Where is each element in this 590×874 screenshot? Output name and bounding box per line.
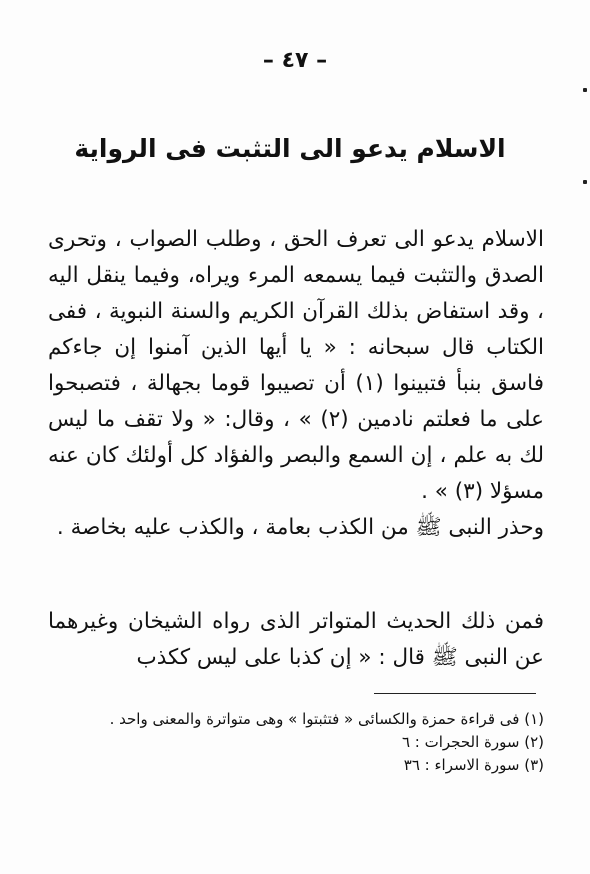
page-number: – ٤٧ –: [262, 48, 328, 73]
footnote-2: (٢) سورة الحجرات : ٦: [401, 733, 544, 751]
footnote-3: (٣) سورة الاسراء : ٣٦: [403, 756, 544, 774]
body-paragraph-3: فمن ذلك الحديث المتواتر الذى رواه الشيخان وغيرهما عن النبى ﷺ قال : « إن كذبا على ليس ككذب: [48, 609, 544, 670]
scan-speck: [583, 88, 587, 92]
section-title: الاسلام يدعو الى التثبت فى الرواية: [74, 134, 506, 163]
footnotes: [48, 708, 544, 777]
footnote-1: (١) فى قراءة حمزة والكسائى « فتثبتوا » وهى متواترة والمعنى واحد .: [109, 710, 544, 728]
body-paragraph-1: الاسلام يدعو الى تعرف الحق ، وطلب الصواب ، وتحرى الصدق والتثبت فيما يسمعه المرء ويراه، وفيما ينقل اليه ، وقد استفاض بذلك القرآن الكريم والسنة النبوية ، ففى الكتاب قال سبحانه : « يا أيها الذين آمنوا إن جاءكم فاسق بنبأ فتبينوا (١) أن تصيبوا قوما بجهالة ، فتصبحوا على ما فعلتم نادمين (٢) » ، وقال: « ولا تقف ما ليس لك به علم ، إن السمع والبصر والفؤاد كل أولئك كان عنه مسؤلا (٣) » .: [48, 227, 544, 504]
scan-speck: [583, 180, 587, 184]
footnote-divider: [374, 693, 536, 694]
body-paragraph-2: وحذر النبى ﷺ من الكذب بعامة ، والكذب عليه بخاصة .: [56, 515, 544, 540]
